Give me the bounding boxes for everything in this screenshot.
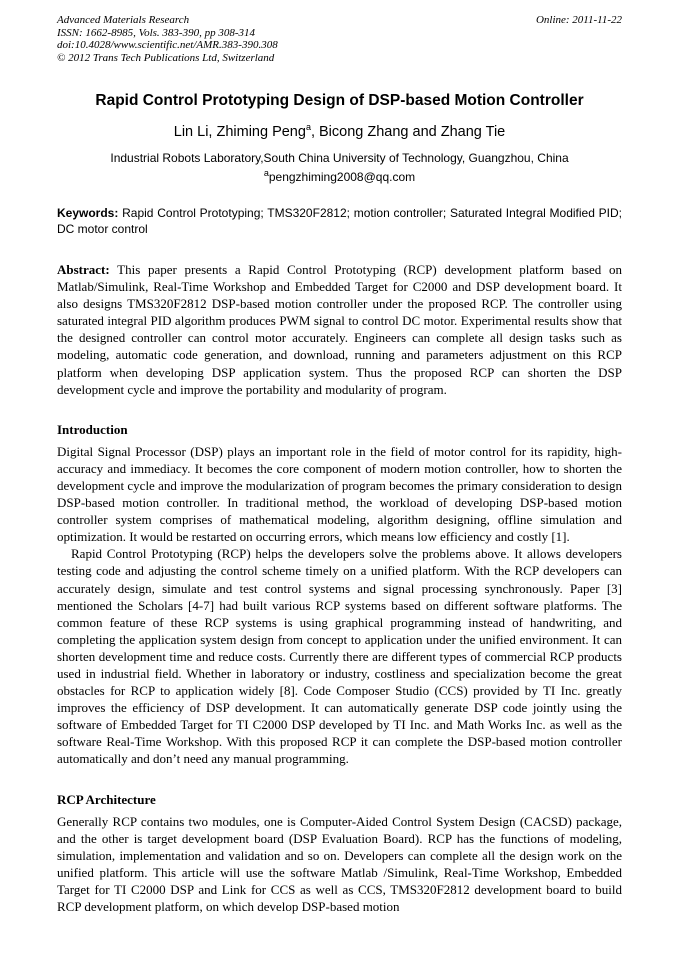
section-heading-introduction: Introduction [57,421,128,437]
journal-header-left [57,14,278,64]
author-affiliation-mark: a [305,122,311,133]
keywords-block [57,206,622,237]
online-date: Online: 2011-11-22 [535,14,622,26]
email-affiliation-mark: a [263,168,269,178]
journal-name: Advanced Materials Research [57,14,190,26]
authors-post: , Bicong Zhang and Zhang Tie [310,124,506,140]
paragraph: Rapid Control Prototyping (RCP) helps the developers solve the problems above. It allows developers testing code and adjusting the control scheme timely on a unified platform. With the RCP developers can accurately design, simulate and test control systems and signal processing synchronously. Paper [3] mentioned the Scholars [4-7] had built various RCP systems based on different software platforms. The common feature of these RCP systems is using graphical programming instead of handwriting, and completing the application system design from concept to application under the unified environment. It can shorten development time and reduce costs. Currently there are different types of commercial RCP products used in industrial field. Whether in laboratory or industry, costliness and specialization become the great obstacles for RCP to application widely [8]. Code Composer Studio (CCS) provided by TI Inc. greatly improves the efficiency of DSP development. It can automatically generate DSP code jointly using the software of Embedded Target for TI C2000 DSP developed by TI Inc. and Math Works Inc. as well as the software Real-Time Workshop. With this proposed RCP it can complete the DSP-based motion controller automatically and don’t need any manual programming. [57,546,622,767]
journal-issn: ISSN: 1662-8985, Vols. 383-390, pp 308-314 [57,26,255,39]
section-heading-rcp-architecture: RCP Architecture [57,791,156,807]
email-line [57,170,622,185]
paper-title: Rapid Control Prototyping Design of DSP-based Motion Controller [95,92,584,109]
abstract-block [57,261,622,398]
paragraph: Generally RCP contains two modules, one is Computer-Aided Control System Design (CACSD) package, and the other is target development board (DSP Evaluation Board). RCP has the functions of modeling, simulation, implementation and validation and so on. Developers can complete all the design work on the unified platform. This article will use the software Matlab /Simulink, Real-Time Workshop, Embedded Target for TI C2000 DSP and Link for CCS as well as CCS, TMS320F2812 development board to build RCP development platform, on which develop DSP-based motion [57,813,622,914]
abstract-text: This paper presents a Rapid Control Prototyping (RCP) development platform based on Matlab/Simulink, Real-Time Workshop and Embedded Target for C2000 and DSP development board. It also designs TMS320F2812 DSP-based motion controller under the proposed RCP. The controller using saturated integral PID algorithm produces PWM signal to control DC motor. Experimental results show that the designed controller can control motor accurately. Engineers can complete all design tasks such as modeling, automatic code generation, and download, running and parameters adjustment on this RCP platform when developing DSP application system. Thus the proposed RCP can shorten the DSP development cycle and improve the portability and modularity of program. [57,262,622,397]
authors-pre: Lin Li, Zhiming Peng [173,124,306,140]
section-rcp-architecture [57,791,622,916]
journal-copyright: © 2012 Trans Tech Publications Ltd, Switzerland [57,51,275,64]
journal-header [57,14,622,64]
section-introduction [57,421,622,768]
keywords-text: Rapid Control Prototyping; TMS320F2812; motion controller; Saturated Integral Modified PID; DC motor control [57,206,622,236]
keywords-label: Keywords: [57,206,119,220]
paragraph: Digital Signal Processor (DSP) plays an important role in the field of motor control for its rapidity, high-accuracy and immediacy. It becomes the core component of modern motion controller, how to shorten the development cycle and improve the modularization of program becomes the primary consideration to design DSP-based motion controller. In traditional method, the workload of developing DSP-based motion controller system comprises of mathematical modeling, algorithm designing, offline simulation and optimization. It would be restarted on occurring errors, which means low efficiency and costly [1]. [57,443,622,545]
email-address: pengzhiming2008@qq.com [268,170,416,184]
affiliation-line: Industrial Robots Laboratory,South China University of Technology, Guangzhou, China [110,151,569,165]
journal-doi: doi:10.4028/www.scientific.net/AMR.383-390.308 [57,39,278,51]
abstract-label: Abstract: [57,262,110,277]
author-line [57,123,622,141]
